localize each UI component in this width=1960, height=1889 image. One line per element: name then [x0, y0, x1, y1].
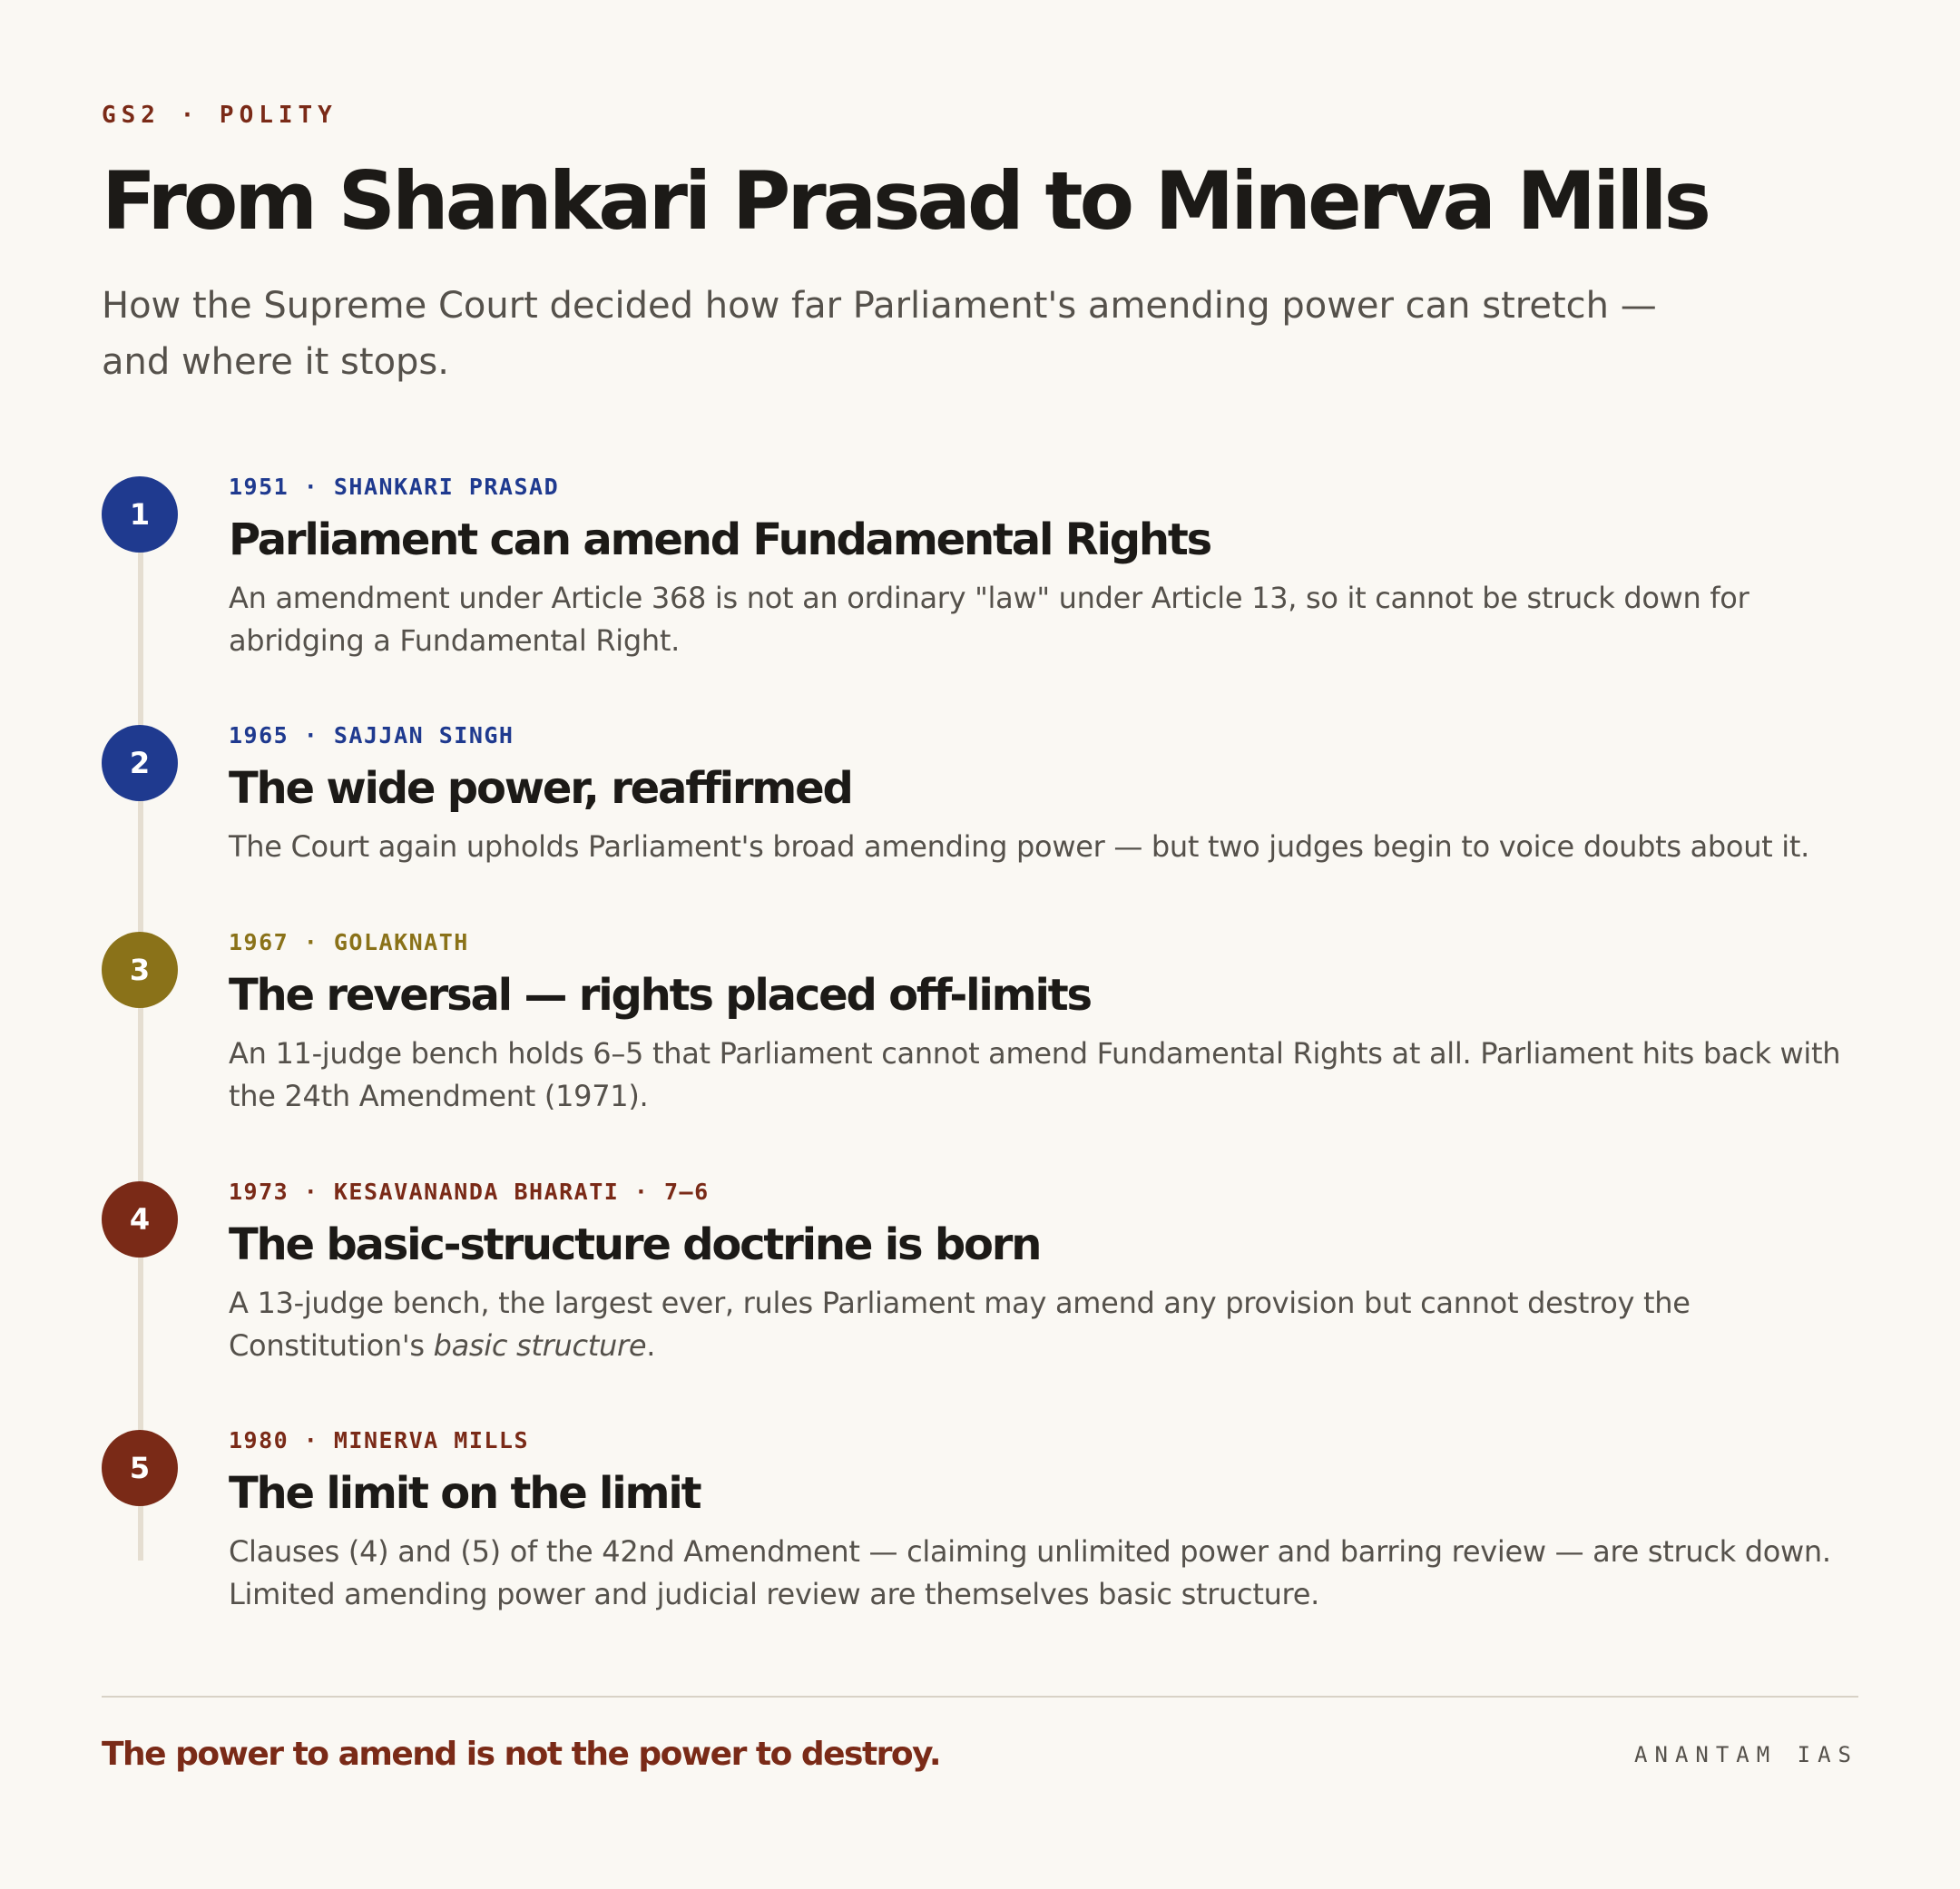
event-description-line-2: the 24th Amendment (1971).	[229, 1079, 649, 1113]
event-description-line-2-prefix: Constitution's	[229, 1328, 434, 1363]
footer-divider	[102, 1696, 1858, 1698]
event-description	[229, 826, 1862, 868]
event-description	[229, 1282, 1862, 1367]
event-meta: 1973 · KESAVANANDA BHARATI · 7–6	[229, 1179, 710, 1205]
event-description-line-2: Limited amending power and judicial review are themselves basic structure.	[229, 1577, 1319, 1611]
event-description-emphasis: basic structure	[433, 1328, 647, 1363]
brand-name: ANANTAM IAS	[1634, 1742, 1858, 1767]
event-description	[229, 577, 1862, 662]
event-description-line-1: An amendment under Article 368 is not an ordinary "law" under Article 13, so it cannot be struck down for	[229, 581, 1749, 615]
event-heading: Parliament can amend Fundamental Rights	[229, 514, 1210, 565]
event-content	[229, 1177, 1862, 1367]
event-number-badge: 1	[102, 476, 178, 553]
event-description-line-1: The Court again upholds Parliament's broad amending power — but two judges begin to voice doubts about it.	[229, 829, 1809, 864]
event-meta: 1980 · MINERVA MILLS	[229, 1427, 530, 1453]
event-content	[229, 720, 1862, 868]
event-description-line-1: An 11-judge bench holds 6–5 that Parliament cannot amend Fundamental Rights at all. Parliament hits back with	[229, 1036, 1841, 1071]
event-meta: 1951 · SHANKARI PRASAD	[229, 474, 560, 500]
case-timeline	[102, 472, 1858, 1611]
subtitle-line-2: and where it stops.	[102, 341, 449, 383]
event-content	[229, 927, 1862, 1118]
event-number-badge: 4	[102, 1181, 178, 1258]
event-description-line-2-suffix: .	[646, 1328, 656, 1363]
event-heading: The reversal — rights placed off-limits	[229, 970, 1091, 1021]
event-description-line-1: Clauses (4) and (5) of the 42nd Amendment — claiming unlimited power and barring review — are struck down.	[229, 1534, 1831, 1569]
event-description	[229, 1033, 1862, 1118]
event-meta: 1965 · SAJJAN SINGH	[229, 722, 514, 749]
footer-tagline: The power to amend is not the power to destroy.	[102, 1736, 940, 1773]
event-description-line-1: A 13-judge bench, the largest ever, rules Parliament may amend any provision but cannot destroy the	[229, 1286, 1690, 1320]
event-number-badge: 5	[102, 1430, 178, 1506]
event-heading: The limit on the limit	[229, 1468, 701, 1519]
subtitle-line-1: How the Supreme Court decided how far Parliament's amending power can stretch —	[102, 285, 1657, 327]
page-subtitle	[102, 278, 1662, 390]
page-title: From Shankari Prasad to Minerva Mills	[102, 154, 1708, 248]
section-kicker: GS2 · POLITY	[102, 102, 338, 129]
event-heading: The basic-structure doctrine is born	[229, 1219, 1041, 1270]
event-content	[229, 472, 1862, 662]
timeline-track	[138, 517, 143, 1561]
event-number-badge: 2	[102, 725, 178, 801]
event-description	[229, 1531, 1862, 1616]
event-number-badge: 3	[102, 932, 178, 1008]
event-description-line-2: abridging a Fundamental Right.	[229, 623, 680, 658]
event-meta: 1967 · GOLAKNATH	[229, 929, 469, 955]
event-heading: The wide power, reaffirmed	[229, 763, 852, 814]
event-content	[229, 1425, 1862, 1616]
